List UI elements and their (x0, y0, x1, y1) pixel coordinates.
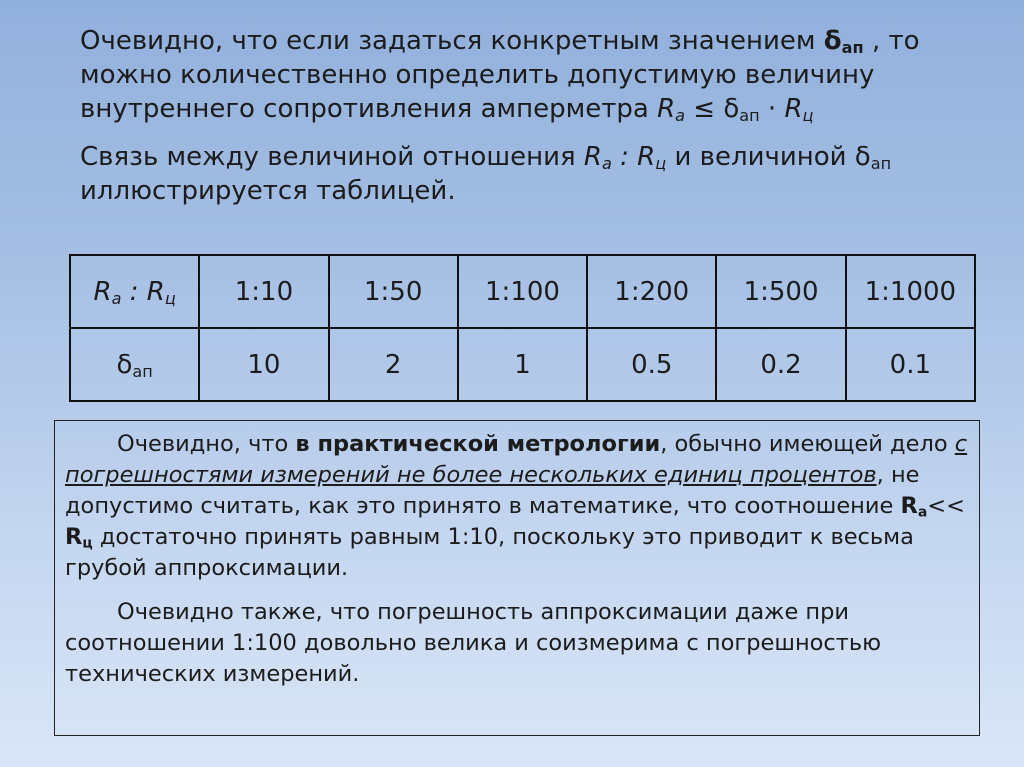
circuit-subscript: ц (802, 106, 814, 126)
ratio-row (70, 255, 975, 328)
resistance-symbol: R (637, 142, 656, 172)
ammeter-subscript: а (917, 504, 928, 521)
delta-symbol: δ (823, 26, 842, 56)
ratio-cell: 1:1000 (846, 255, 975, 328)
delta-symbol: δ (116, 349, 133, 380)
delta-cell: 0.5 (587, 328, 716, 401)
delta-row (70, 328, 975, 401)
delta-cell: 10 (199, 328, 328, 401)
resistance-symbol: R (65, 524, 83, 550)
circuit-subscript: ц (164, 288, 176, 308)
delta-cell: 1 (458, 328, 587, 401)
ratio-cell: 1:100 (458, 255, 587, 328)
ammeter-subscript: а (111, 288, 122, 308)
note-box (54, 420, 980, 736)
note-emphasis: в практической метрологии (295, 431, 661, 457)
resistance-symbol: R (657, 94, 676, 124)
resistance-symbol: R (900, 493, 918, 519)
resistance-symbol: R (146, 276, 165, 307)
delta-cell: 0.2 (716, 328, 845, 401)
much-less-sign: << (927, 493, 965, 519)
delta-subscript: ап (841, 38, 864, 58)
ratio-cell: 1:50 (329, 255, 458, 328)
intro-text-fragment: иллюстрируется таблицей. (80, 176, 456, 206)
note-paragraph-1 (65, 429, 969, 584)
resistance-symbol: R (93, 276, 112, 307)
formula-relation: ≤ δ (685, 94, 740, 124)
delta-cell: 0.1 (846, 328, 975, 401)
ratio-cell: 1:500 (716, 255, 845, 328)
ratio-row-header (70, 255, 199, 328)
delta-row-header (70, 328, 199, 401)
intro-paragraph-1 (80, 24, 980, 126)
ratio-cell: 1:10 (199, 255, 328, 328)
note-underlined-phrase: с погрешностями измерений не более нескольких единиц процентов (65, 431, 968, 488)
ratio-colon: : (611, 142, 638, 172)
intro-paragraph-2 (80, 140, 980, 208)
note-text-fragment: , обычно имеющей дело (660, 431, 955, 457)
note-text-fragment: , не допустимо считать, как это принято в математике, что соотношение (65, 462, 920, 519)
note-paragraph-2: Очевидно также, что погрешность аппроксимации даже при соотношении 1:100 довольно велика и соизмерима с погрешностью технических измерений. (65, 599, 882, 687)
circuit-subscript: ц (82, 535, 93, 552)
ratio-cell: 1:200 (587, 255, 716, 328)
intro-text (80, 24, 980, 208)
delta-cell: 2 (329, 328, 458, 401)
ammeter-subscript: а (601, 154, 612, 174)
ammeter-subscript: а (675, 106, 686, 126)
note-text-fragment: достаточно принять равным 1:10, поскольку это приводит к весьма грубой аппроксимации. (65, 524, 914, 581)
ratio-colon: : (121, 276, 147, 307)
resistance-symbol: R (784, 94, 803, 124)
formula-multiply: · (759, 94, 785, 124)
intro-text-fragment: , то можно количественно определить допустимую величину внутреннего сопротивления амперметра (80, 26, 920, 124)
ratio-table (69, 254, 976, 402)
circuit-subscript: ц (655, 154, 667, 174)
delta-subscript: ап (870, 154, 892, 174)
intro-text-fragment: Очевидно, что если задаться конкретным значением (80, 26, 824, 56)
resistance-symbol: R (583, 142, 602, 172)
intro-text-fragment: и величиной δ (666, 142, 871, 172)
delta-subscript: ап (739, 106, 760, 126)
intro-text-fragment: Связь между величиной отношения (80, 142, 584, 172)
delta-subscript: ап (132, 361, 153, 381)
note-text-fragment: Очевидно, что (117, 431, 296, 457)
